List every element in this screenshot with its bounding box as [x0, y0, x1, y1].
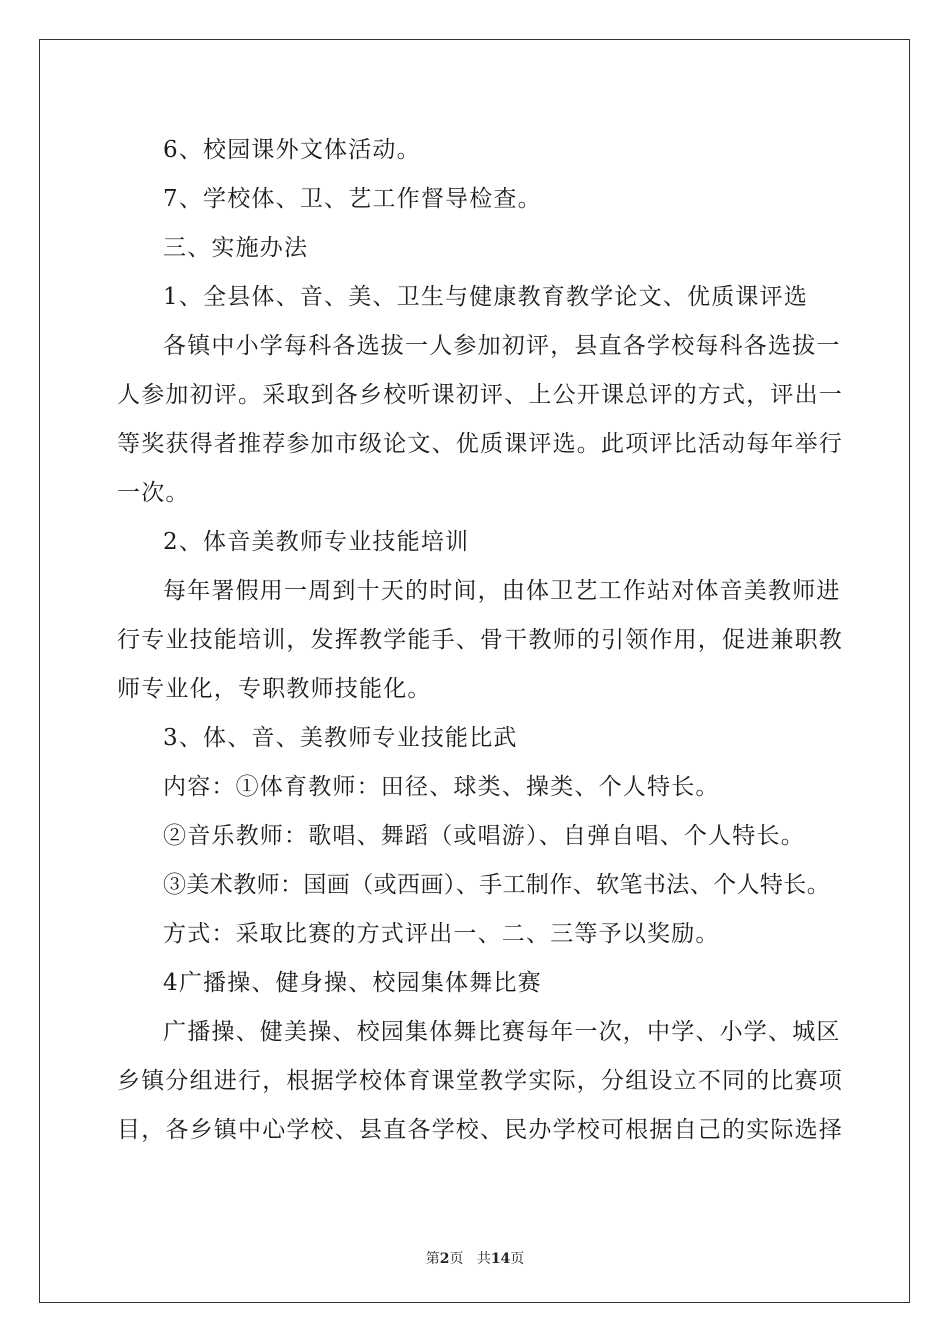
paragraph-line: 乡镇分组进行，根据学校体育课堂教学实际，分组设立不同的比赛项	[117, 1068, 843, 1094]
paragraph-line: 目，各乡镇中心学校、县直各学校、民办学校可根据自己的实际选择	[117, 1117, 843, 1143]
subsection-heading: 4广播操、健身操、校园集体舞比赛	[163, 970, 542, 996]
paragraph-line: ②音乐教师：歌唱、舞蹈（或唱游）、自弹自唱、个人特长。	[163, 823, 805, 849]
page-footer	[0, 1248, 950, 1268]
paragraph-line: 行专业技能培训，发挥教学能手、骨干教师的引领作用，促进兼职教	[117, 627, 843, 653]
subsection-heading: 3、体、音、美教师专业技能比武	[163, 725, 518, 751]
paragraph-line: 内容：①体育教师：田径、球类、操类、个人特长。	[163, 774, 720, 800]
paragraph-line: 一次。	[117, 480, 190, 506]
paragraph-line: 等奖获得者推荐参加市级论文、优质课评选。此项评比活动每年举行	[117, 431, 843, 457]
total-prefix: 共	[476, 1251, 491, 1267]
total-suffix: 页	[510, 1251, 525, 1267]
page-suffix: 页	[449, 1251, 464, 1267]
page-number: 2	[439, 1251, 450, 1267]
total-pages: 14	[490, 1251, 511, 1267]
paragraph-line: 人参加初评。采取到各乡校听课初评、上公开课总评的方式，评出一	[117, 382, 843, 408]
paragraph-line: 方式：采取比赛的方式评出一、二、三等予以奖励。	[163, 921, 720, 947]
paragraph-line: 6、校园课外文体活动。	[163, 137, 421, 163]
page-prefix: 第	[425, 1251, 440, 1267]
paragraph-line: 7、学校体、卫、艺工作督导检查。	[163, 186, 542, 212]
section-heading: 三、实施办法	[163, 235, 309, 261]
paragraph-line: 广播操、健美操、校园集体舞比赛每年一次，中学、小学、城区	[163, 1019, 841, 1045]
paragraph-line: ③美术教师：国画（或西画）、手工制作、软笔书法、个人特长。	[163, 872, 831, 898]
paragraph-line: 每年署假用一周到十天的时间，由体卫艺工作站对体音美教师进	[163, 578, 841, 604]
document-body	[117, 126, 843, 1155]
subsection-heading: 1、全县体、音、美、卫生与健康教育教学论文、优质课评选	[163, 284, 809, 310]
paragraph-line: 师专业化，专职教师技能化。	[117, 676, 432, 702]
paragraph-line: 各镇中小学每科各选拔一人参加初评，县直各学校每科各选拔一	[163, 333, 841, 359]
subsection-heading: 2、体音美教师专业技能培训	[163, 529, 470, 555]
